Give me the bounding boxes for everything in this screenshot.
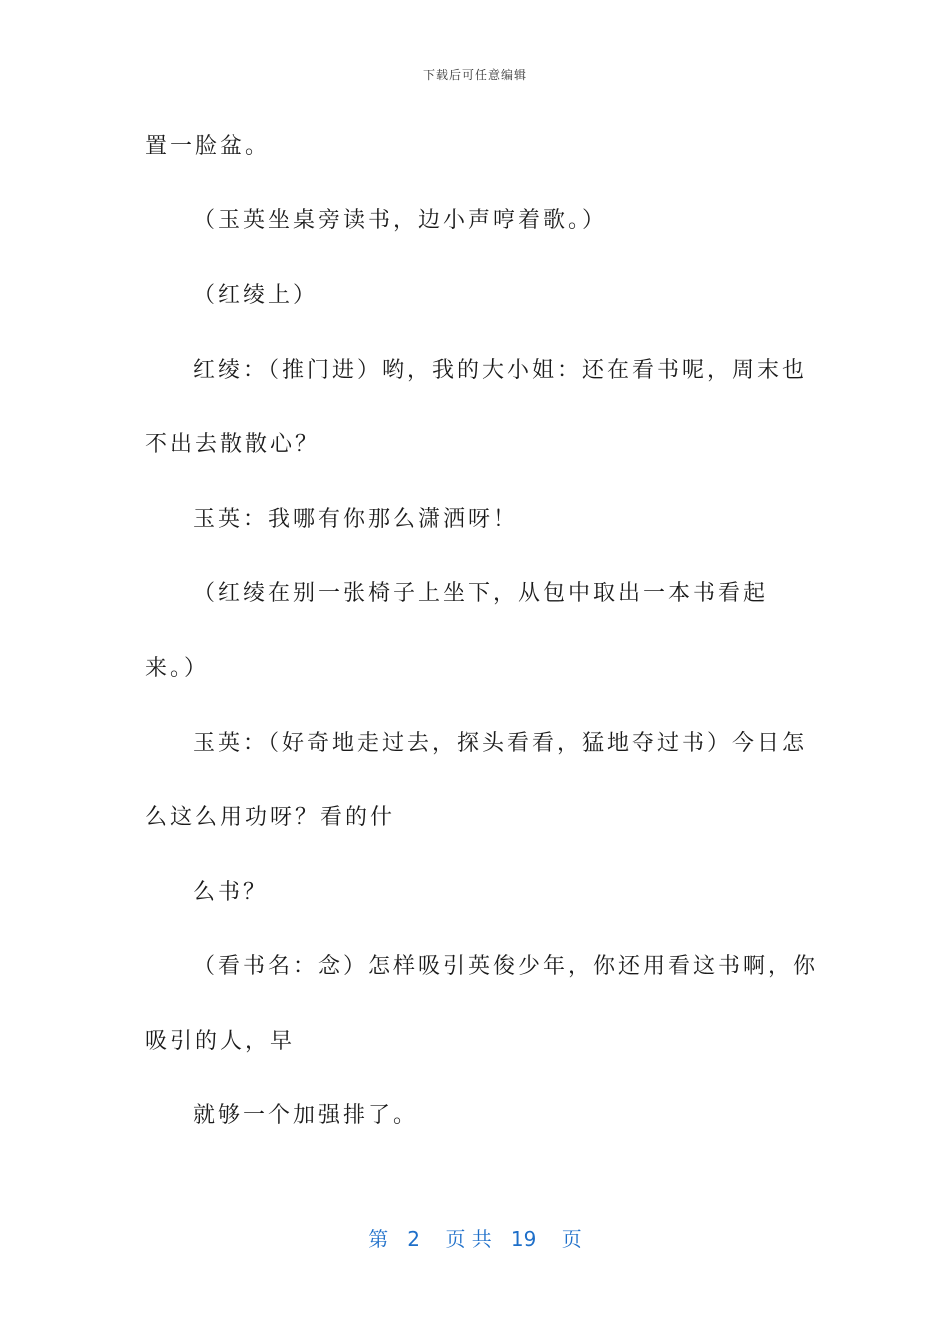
footer-prefix: 第 <box>368 1227 389 1251</box>
page-footer <box>0 1226 950 1252</box>
body-line: 吸引的人，早 <box>145 1029 296 1054</box>
total-page-count: 19 <box>510 1227 537 1251</box>
body-line: （红绫上） <box>193 283 319 308</box>
body-line: 置一脸盆。 <box>145 134 271 159</box>
body-line: （玉英坐桌旁读书，边小声哼着歌。） <box>193 208 608 233</box>
current-page-number: 2 <box>407 1227 421 1251</box>
footer-suffix: 页 <box>561 1227 582 1251</box>
body-line: 不出去散散心？ <box>145 432 321 457</box>
body-line: 玉英：我哪有你那么潇洒呀！ <box>193 507 519 532</box>
body-line: 红绫：（推门进）哟，我的大小姐：还在看书呢，周末也 <box>193 358 808 383</box>
body-line: 玉英：（好奇地走过去，探头看看，猛地夺过书）今日怎 <box>193 731 808 756</box>
body-line: （红绫在别一张椅子上坐下，从包中取出一本书看起 <box>193 581 769 606</box>
body-line: 么这么用功呀？看的什 <box>145 805 396 830</box>
body-line: 就够一个加强排了。 <box>193 1103 419 1128</box>
page-header: 下载后可任意编辑 <box>422 68 527 82</box>
body-line: 么书？ <box>193 880 269 905</box>
body-line: （看书名：念）怎样吸引英俊少年，你还用看这书啊，你 <box>193 954 819 979</box>
body-line: 来。） <box>145 656 210 681</box>
footer-middle: 页 共 <box>445 1227 492 1251</box>
